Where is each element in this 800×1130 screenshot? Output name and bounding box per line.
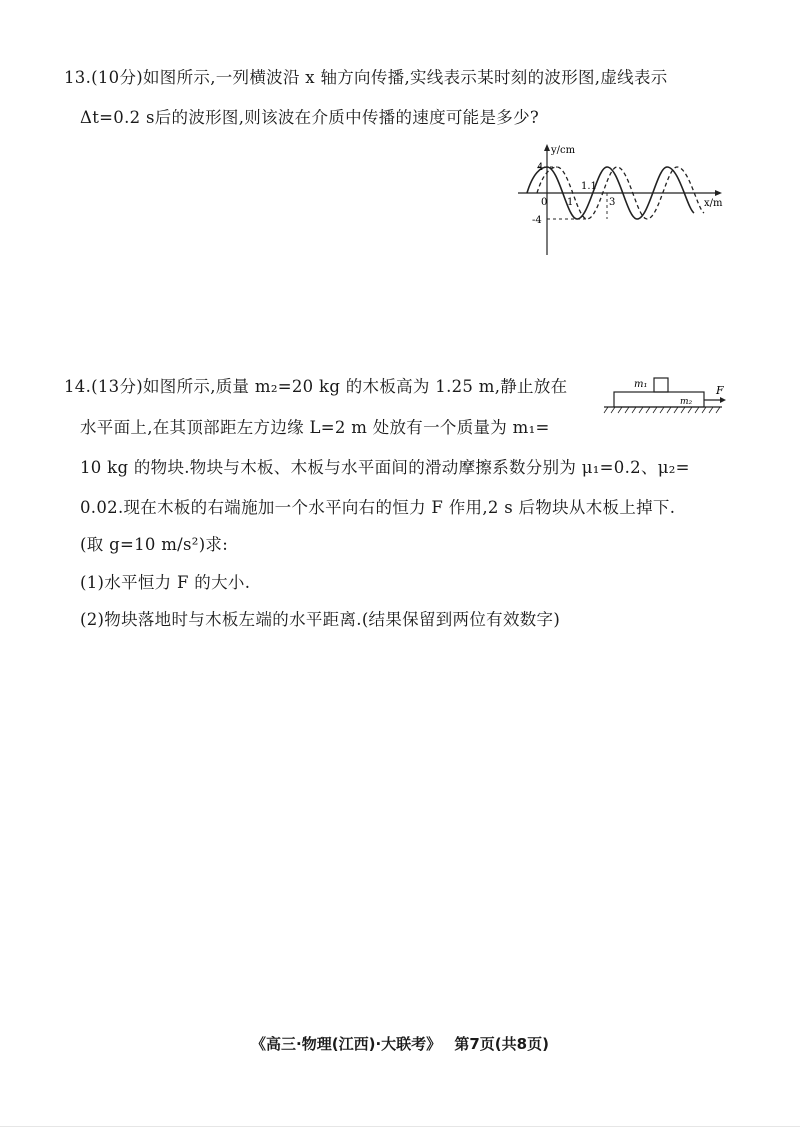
q14-line-3: 10 kg 的物块.物块与木板、木板与水平面间的滑动摩擦系数分别为 μ₁=0.2、μ₂= bbox=[80, 458, 690, 477]
q13-line-1: 13.(10分)如图所示,一列横波沿 x 轴方向传播,实线表示某时刻的波形图,虚线表示 bbox=[64, 68, 668, 87]
force-arrowhead bbox=[720, 397, 726, 403]
q14-line-5: (取 g=10 m/s²)求: bbox=[80, 535, 229, 554]
x-tick-1-1: 1.1 bbox=[581, 181, 597, 192]
x-tick-1: 1 bbox=[567, 197, 574, 208]
force-label: F bbox=[716, 384, 724, 397]
q14-line-4: 0.02.现在木板的右端施加一个水平向右的恒力 F 作用,2 s 后物块从木板上掉下. bbox=[80, 498, 676, 517]
ground-hatching bbox=[604, 407, 720, 413]
q14-line-2: 水平面上,在其顶部距左方边缘 L=2 m 处放有一个质量为 m₁= bbox=[80, 418, 550, 437]
board-m2-label: m₂ bbox=[680, 397, 693, 407]
y-axis-label: y/cm bbox=[551, 145, 576, 156]
footer-title: 《高三·物理(江西)·大联考》 bbox=[251, 1035, 442, 1053]
q14-line-1: 14.(13分)如图所示,质量 m₂=20 kg 的木板高为 1.25 m,静止放在 bbox=[64, 377, 568, 396]
wave-figure bbox=[510, 140, 730, 260]
block-m1-label: m₁ bbox=[634, 379, 648, 390]
origin-label: 0 bbox=[541, 197, 548, 208]
y-tick-4: 4 bbox=[537, 162, 544, 173]
page-footer bbox=[0, 1033, 800, 1054]
q13-line-2: Δt=0.2 s后的波形图,则该波在介质中传播的速度可能是多少? bbox=[80, 108, 540, 127]
q14-line-7: (2)物块落地时与木板左端的水平距离.(结果保留到两位有效数字) bbox=[80, 610, 561, 629]
x-axis-arrow bbox=[715, 190, 722, 196]
x-axis-label: x/m bbox=[704, 198, 723, 209]
x-tick-3: 3 bbox=[609, 197, 616, 208]
board-figure bbox=[600, 370, 735, 420]
block-m1 bbox=[654, 378, 668, 392]
q14-line-6: (1)水平恒力 F 的大小. bbox=[80, 573, 251, 592]
y-axis-arrow bbox=[544, 144, 550, 151]
y-tick-neg4: -4 bbox=[532, 215, 542, 226]
footer-page-number: 第7页(共8页) bbox=[454, 1035, 549, 1053]
bottom-edge bbox=[0, 1126, 800, 1127]
